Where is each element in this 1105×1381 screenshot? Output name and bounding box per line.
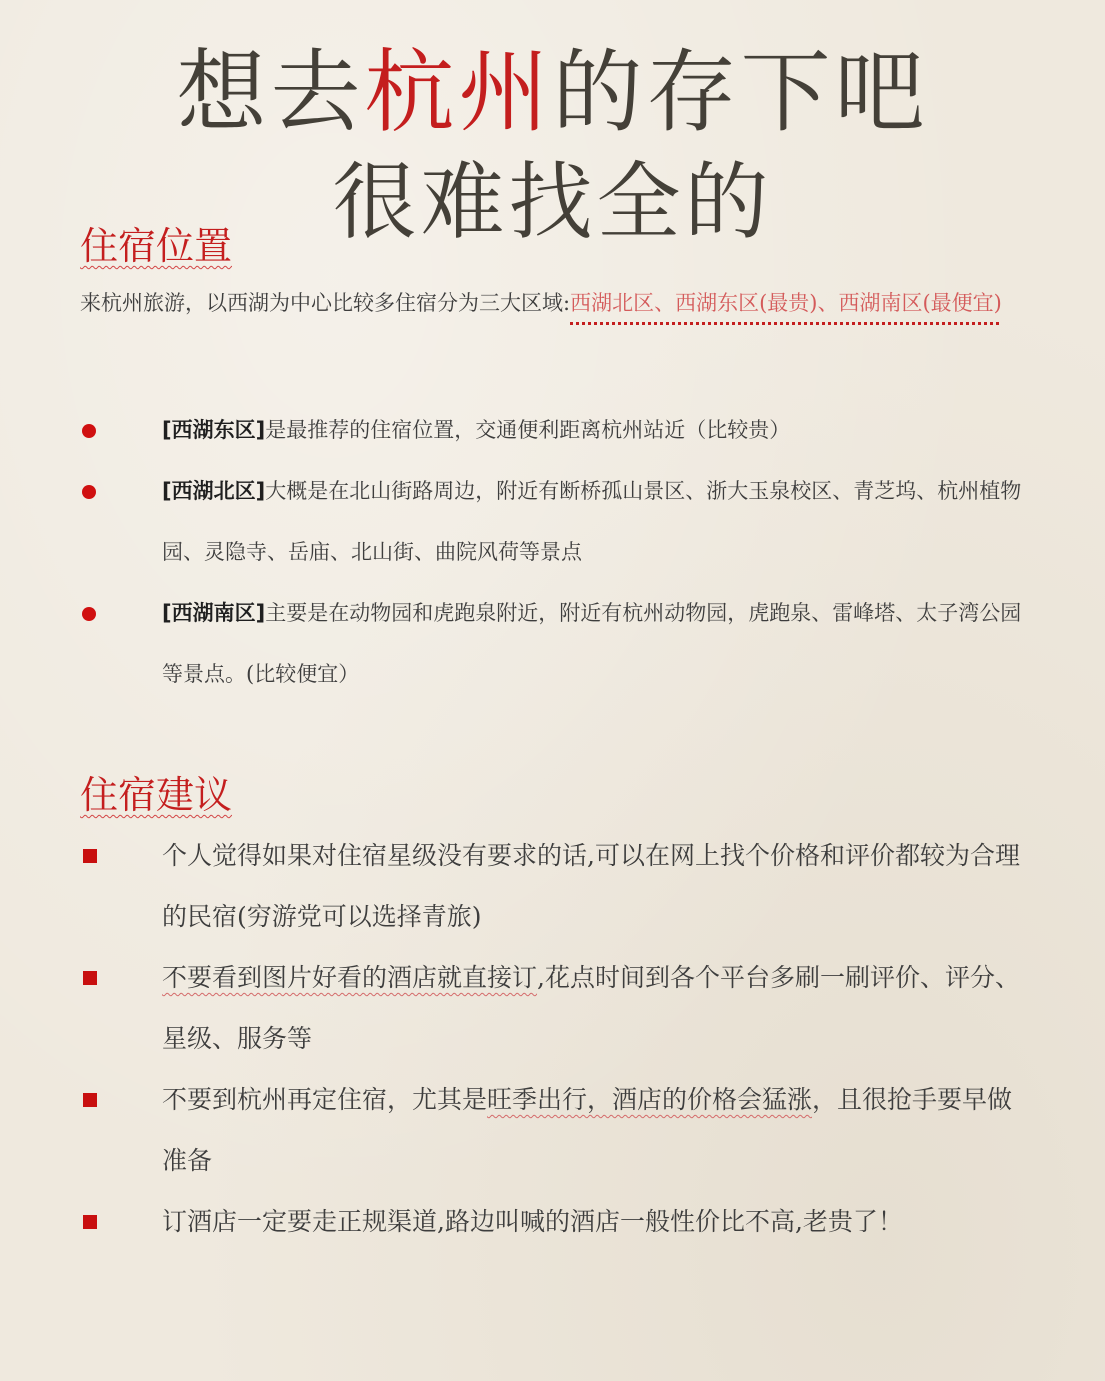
advice-text: 个人觉得如果对住宿星级没有要求的话,可以在网上找个价格和评价都较为合理的民宿(穷游党可以选择青旅) [162, 841, 1020, 931]
advice-text [162, 1069, 1025, 1191]
title-highlight: 杭州 [364, 40, 553, 145]
bullet-dot-icon [82, 607, 96, 621]
list-item [80, 947, 1025, 1069]
intro-highlight: 西湖北区、西湖东区(最贵)、西湖南区(最便宜) [570, 291, 1002, 315]
advice-text: 订酒店一定要走正规渠道,路边叫喊的酒店一般性价比不高,老贵了！ [162, 1207, 903, 1236]
bullet-square-icon [83, 971, 97, 985]
list-item [80, 583, 1025, 705]
section-heading-advice: 住宿建议 [80, 773, 233, 817]
bullet-dot-icon [82, 424, 96, 438]
area-description: 主要是在动物园和虎跑泉附近，附近有杭州动物园，虎跑泉、雷峰塔、太子湾公园等景点。(比较便宜） [162, 601, 1022, 686]
page-subtitle: 很难找全的 [332, 153, 773, 251]
bullet-square-icon [83, 1093, 97, 1107]
advice-text [162, 947, 1025, 1069]
bullet-square-icon [83, 1215, 97, 1229]
section-heading-location: 住宿位置 [80, 224, 233, 268]
intro-paragraph [80, 272, 1025, 334]
bullet-square-icon [83, 849, 97, 863]
title-prefix: 想去 [176, 40, 365, 145]
list-item [80, 825, 1025, 947]
list-item [80, 1191, 1025, 1252]
advice-rest: ，且很抢手要早做准备 [162, 1085, 1013, 1175]
list-item [80, 461, 1025, 583]
page-title [0, 38, 1105, 148]
area-label: [西湖北区] [162, 479, 266, 503]
area-label: [西湖南区] [162, 601, 266, 625]
list-item-text [162, 461, 1025, 583]
area-description: 是最推荐的住宿位置，交通便利距离杭州站近（比较贵） [265, 418, 791, 442]
advice-lead: 不要到杭州再定住宿，尤其是 [162, 1085, 488, 1114]
list-item [80, 1069, 1025, 1191]
list-item-text [162, 400, 1025, 461]
advice-rest: ,花点时间到各个平台多刷一刷评价、评分、星级、服务等 [162, 963, 1020, 1053]
bullet-dot-icon [82, 485, 96, 499]
advice-emphasis: 旺季出行，酒店的价格会猛涨 [487, 1085, 813, 1114]
advice-emphasis: 不要看到图片好看的酒店就直接订 [162, 963, 538, 992]
list-item-text [162, 583, 1025, 705]
title-suffix: 的存下吧 [552, 40, 929, 145]
list-item [80, 400, 1025, 461]
area-description: 大概是在北山街路周边，附近有断桥孤山景区、浙大玉泉校区、青芝坞、杭州植物园、灵隐寺、岳庙、北山街、曲院风荷等景点 [162, 479, 1022, 564]
intro-text: 来杭州旅游，以西湖为中心比较多住宿分为三大区域: [80, 291, 571, 315]
area-label: [西湖东区] [162, 418, 266, 442]
